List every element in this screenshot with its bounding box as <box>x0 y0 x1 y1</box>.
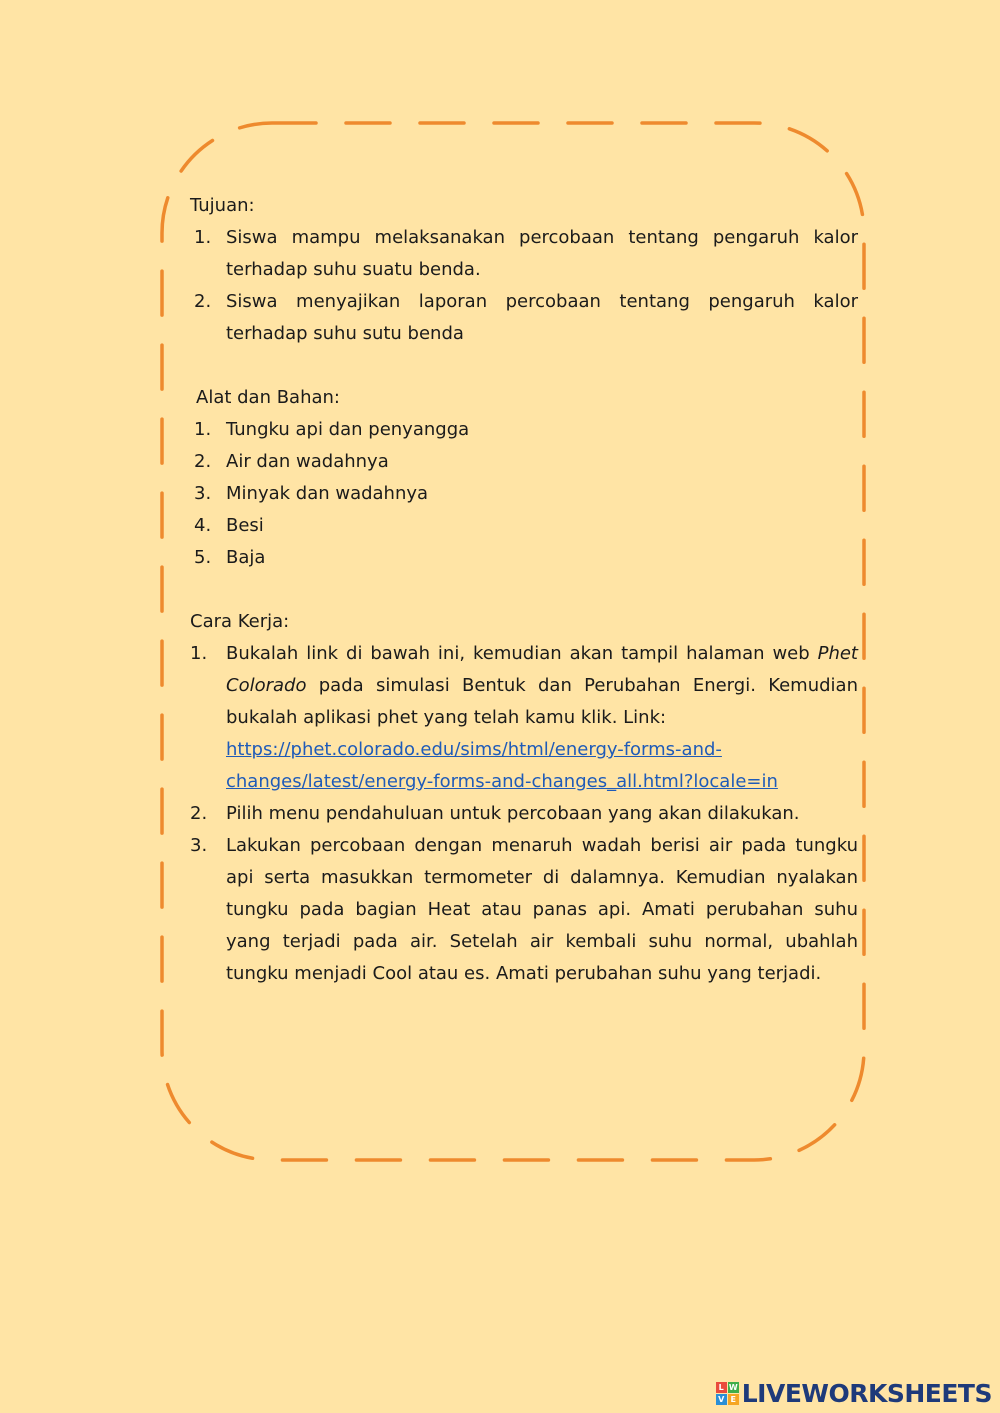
step1-text-cont: pada simulasi Bentuk dan Perubahan Energi. Kemudian bukalah aplikasi phet yang telah kamu klik. Link: <box>226 675 858 728</box>
list-number: 1. <box>190 643 208 664</box>
list-item <box>190 798 858 830</box>
tujuan-heading: Tujuan: <box>190 195 255 216</box>
liveworksheets-logo-icon <box>716 1382 739 1405</box>
list-item <box>190 638 858 798</box>
tujuan-list <box>190 222 858 350</box>
list-number: 3. <box>190 835 208 856</box>
list-number: 3. <box>194 483 212 504</box>
list-text: Tungku api dan penyangga <box>226 419 470 440</box>
list-item <box>190 830 858 990</box>
list-number: 2. <box>190 803 208 824</box>
list-item <box>190 478 858 510</box>
list-text: Lakukan percobaan dengan menaruh wadah berisi air pada tungku api serta masukkan termometer di dalamnya. Kemudian nyalakan tungku pada bagian Heat atau panas api. Amati perubahan suhu yang terjadi pada air. Setelah air kembali suhu normal, ubahlah tungku menjadi Cool atau es. Amati perubahan suhu yang terjadi. <box>226 835 858 984</box>
alat-heading: Alat dan Bahan: <box>196 387 340 408</box>
list-text: Besi <box>226 515 264 536</box>
logo-mark-letter: W <box>728 1382 738 1392</box>
list-text: Pilih menu pendahuluan untuk percobaan yang akan dilakukan. <box>226 803 800 824</box>
list-text: Baja <box>226 547 266 568</box>
list-number: 2. <box>194 291 212 312</box>
phet-link-line1: https://phet.colorado.edu/sims/html/energy-forms-and- <box>226 739 722 760</box>
list-text: Siswa mampu melaksanakan percobaan tentang pengaruh kalor terhadap suhu suatu benda. <box>226 227 858 280</box>
logo-mark-letter: E <box>728 1394 739 1405</box>
list-item <box>190 414 858 446</box>
logo-mark-letter: V <box>716 1394 727 1405</box>
alat-list <box>190 414 858 574</box>
list-text: Minyak dan wadahnya <box>226 483 429 504</box>
list-text: Air dan wadahnya <box>226 451 389 472</box>
list-text: Siswa menyajikan laporan percobaan tentang pengaruh kalor terhadap suhu sutu benda <box>226 291 858 344</box>
list-number: 4. <box>194 515 212 536</box>
list-number: 1. <box>194 419 212 440</box>
list-number: 5. <box>194 547 212 568</box>
phet-link-line2: changes/latest/energy-forms-and-changes_all.html?locale=in <box>226 771 778 792</box>
list-item <box>190 510 858 542</box>
liveworksheets-logo <box>716 1378 992 1408</box>
cara-kerja-list <box>190 638 858 990</box>
list-item <box>190 222 858 286</box>
phet-colorado-text: Phet Colorado <box>226 643 858 696</box>
list-item <box>190 286 858 350</box>
worksheet-content <box>190 190 858 990</box>
cara-kerja-heading: Cara Kerja: <box>190 611 290 632</box>
list-item <box>190 446 858 478</box>
list-number: 1. <box>194 227 212 248</box>
step1-text: Bukalah link di bawah ini, kemudian akan tampil halaman web <box>226 643 818 664</box>
list-item <box>190 542 858 574</box>
list-number: 2. <box>194 451 212 472</box>
phet-link[interactable] <box>226 734 858 798</box>
liveworksheets-logo-text: LIVEWORKSHEETS <box>741 1378 992 1408</box>
logo-mark-letter: L <box>716 1382 727 1393</box>
